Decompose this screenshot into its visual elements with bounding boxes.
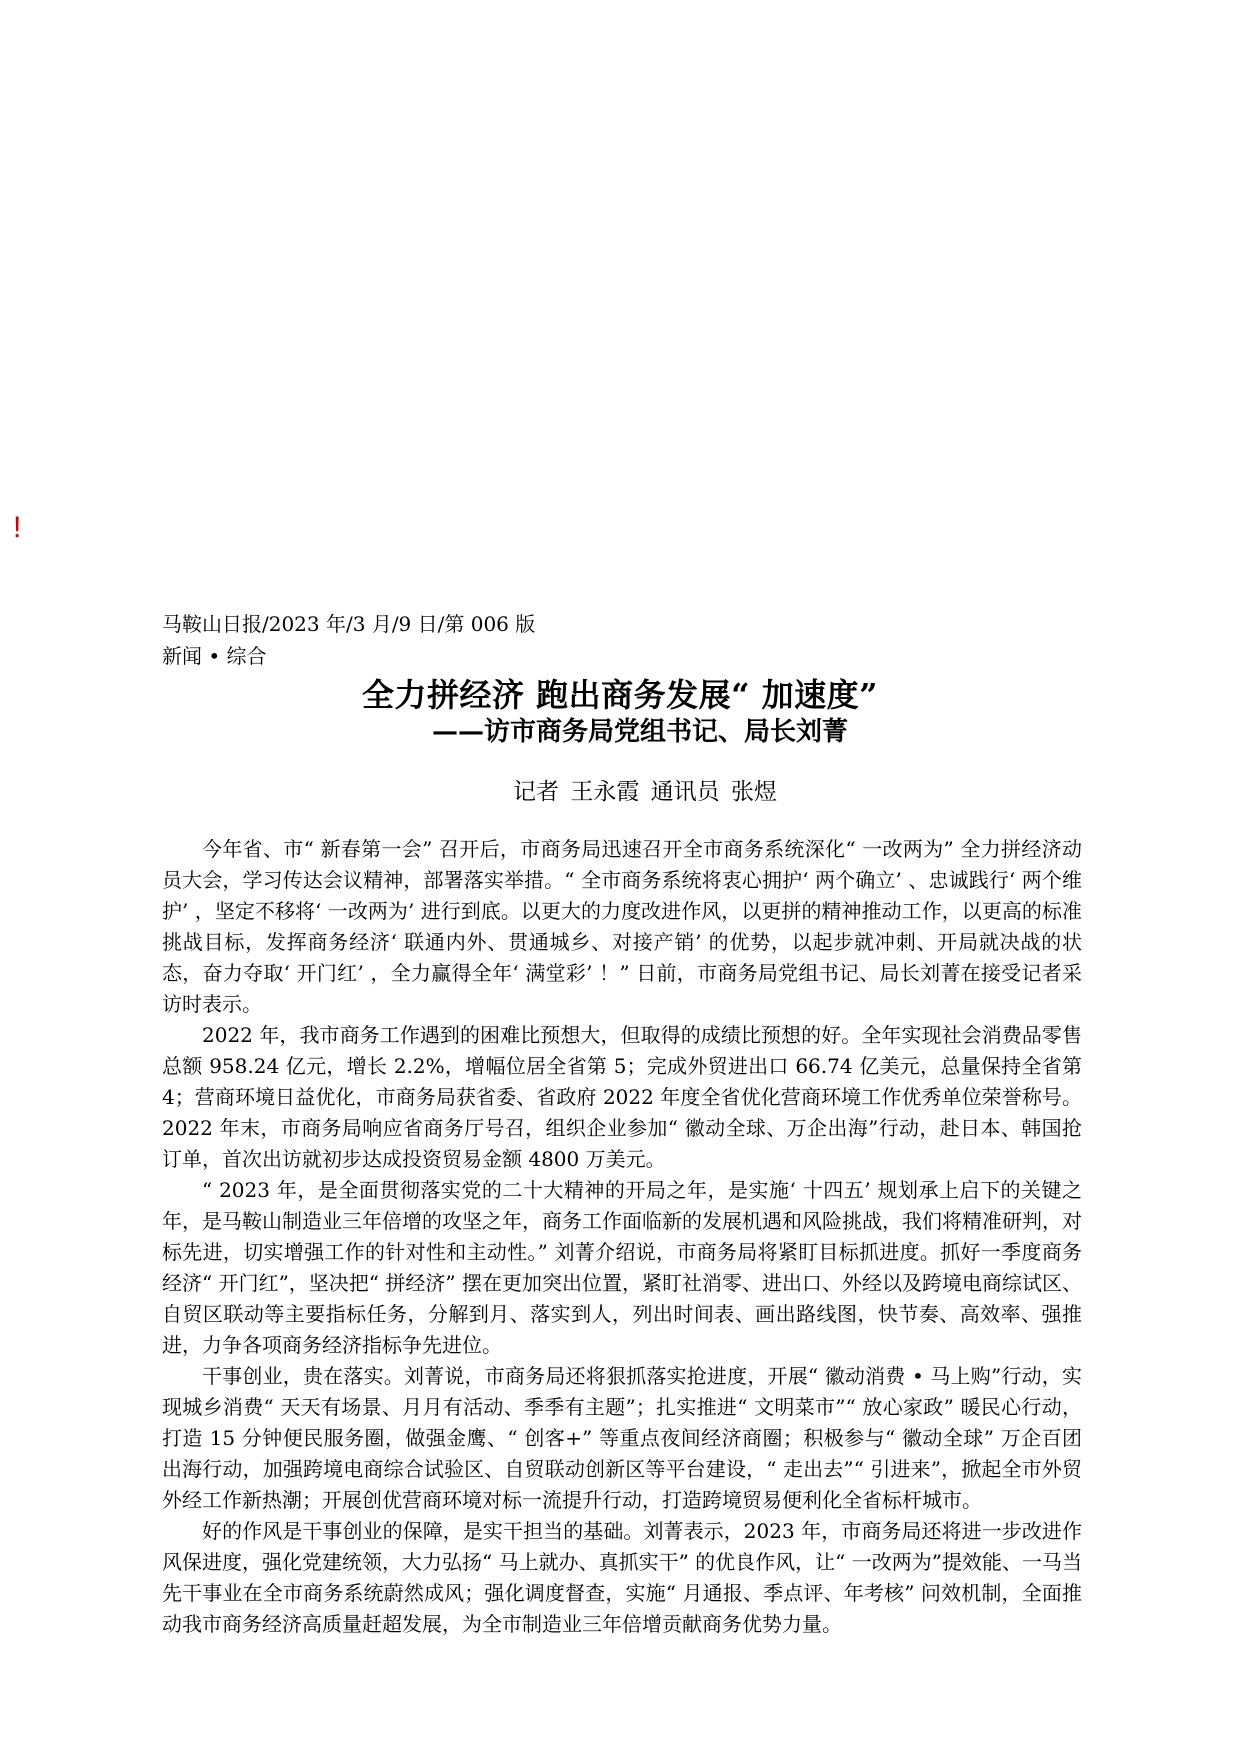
- article-body: [162, 834, 1082, 1640]
- red-exclamation-mark: !: [13, 511, 22, 544]
- article-subtitle: ——访市商务局党组书记、局长刘菁: [431, 717, 848, 747]
- byline: 记者 王永霞 通讯员 张煜: [513, 779, 777, 805]
- paragraph-2: 2022 年，我市商务工作遇到的困难比预想大，但取得的成绩比预想的好。全年实现社会消费品零售总额 958.24 亿元，增长 2.2%，增幅位居全省第 5；完成外贸进出口 66.74 亿美元，总量保持全省第 4；营商环境日益优化，市商务局获省委、省政府 2022 年度全省优化营商环境工作优秀单位荣誉称号。2022 年末，市商务局响应省商务厅号召，组织企业参加“ 徽动全球、万企出海”行动，赴日本、韩国抢订单，首次出访就初步达成投资贸易金额 4800 万美元。: [162, 1023, 1082, 1171]
- article-title: 全力拼经济 跑出商务发展“ 加速度”: [361, 676, 879, 714]
- paragraph-5: 好的作风是干事创业的保障，是实干担当的基础。刘菁表示，2023 年，市商务局还将进一步改进作风保进度，强化党建统领，大力弘扬“ 马上就办、真抓实干” 的优良作风，让“ 一改两为”提效能、一马当先干事业在全市商务系统蔚然成风；强化调度督查，实施“ 月通报、季点评、年考核” 问效机制，全面推动我市商务经济高质量赶超发展，为全市制造业三年倍增贡献商务优势力量。: [162, 1519, 1082, 1636]
- paragraph-1: 今年省、市“ 新春第一会” 召开后，市商务局迅速召开全市商务系统深化“ 一改两为” 全力拼经济动员大会，学习传达会议精神，部署落实举措。“ 全市商务系统将衷心拥护‘ 两个确立’ 、忠诚践行‘ 两个维护’ ，坚定不移将‘ 一改两为’ 进行到底。以更大的力度改进作风，以更拼的精神推动工作，以更高的标准挑战目标，发挥商务经济‘ 联通内外、贯通城乡、对接产销’ 的优势，以起步就冲刺、开局就决战的状态，奋力夺取‘ 开门红’ ，全力赢得全年‘ 满堂彩’ ！” 日前，市商务局党组书记、局长刘菁在接受记者采访时表示。: [162, 837, 1082, 1016]
- paragraph-3: “ 2023 年，是全面贯彻落实党的二十大精神的开局之年，是实施‘ 十四五’ 规划承上启下的关键之年，是马鞍山制造业三年倍增的攻坚之年，商务工作面临新的发展机遇和风险挑战，我们将精准研判，对标先进，切实增强工作的针对性和主动性。” 刘菁介绍说，市商务局将紧盯目标抓进度。抓好一季度商务经济“ 开门红”，坚决把“ 拼经济” 摆在更加突出位置，紧盯社消零、进出口、外经以及跨境电商综试区、自贸区联动等主要指标任务，分解到月、落实到人，列出时间表、画出路线图，快节奏、高效率、强推进，力争各项商务经济指标争先进位。: [162, 1178, 1082, 1357]
- source-line: 马鞍山日报/2023 年/3 月/9 日/第 006 版新闻 • 综合: [162, 612, 536, 668]
- paragraph-4: 干事创业，贵在落实。刘菁说，市商务局还将狠抓落实抢进度，开展“ 徽动消费 • 马上购”行动，实现城乡消费“ 天天有场景、月月有活动、季季有主题”；扎实推进“ 文明菜市”“ 放心家政” 暖民心行动，打造 15 分钟便民服务圈，做强金鹰、“ 创客+” 等重点夜间经济商圈；积极参与“ 徽动全球” 万企百团出海行动，加强跨境电商综合试验区、自贸联动创新区等平台建设，“ 走出去”“ 引进来”，掀起全市外贸外经工作新热潮；开展创优营商环境对标一流提升行动，打造跨境贸易便利化全省标杆城市。: [162, 1364, 1082, 1512]
